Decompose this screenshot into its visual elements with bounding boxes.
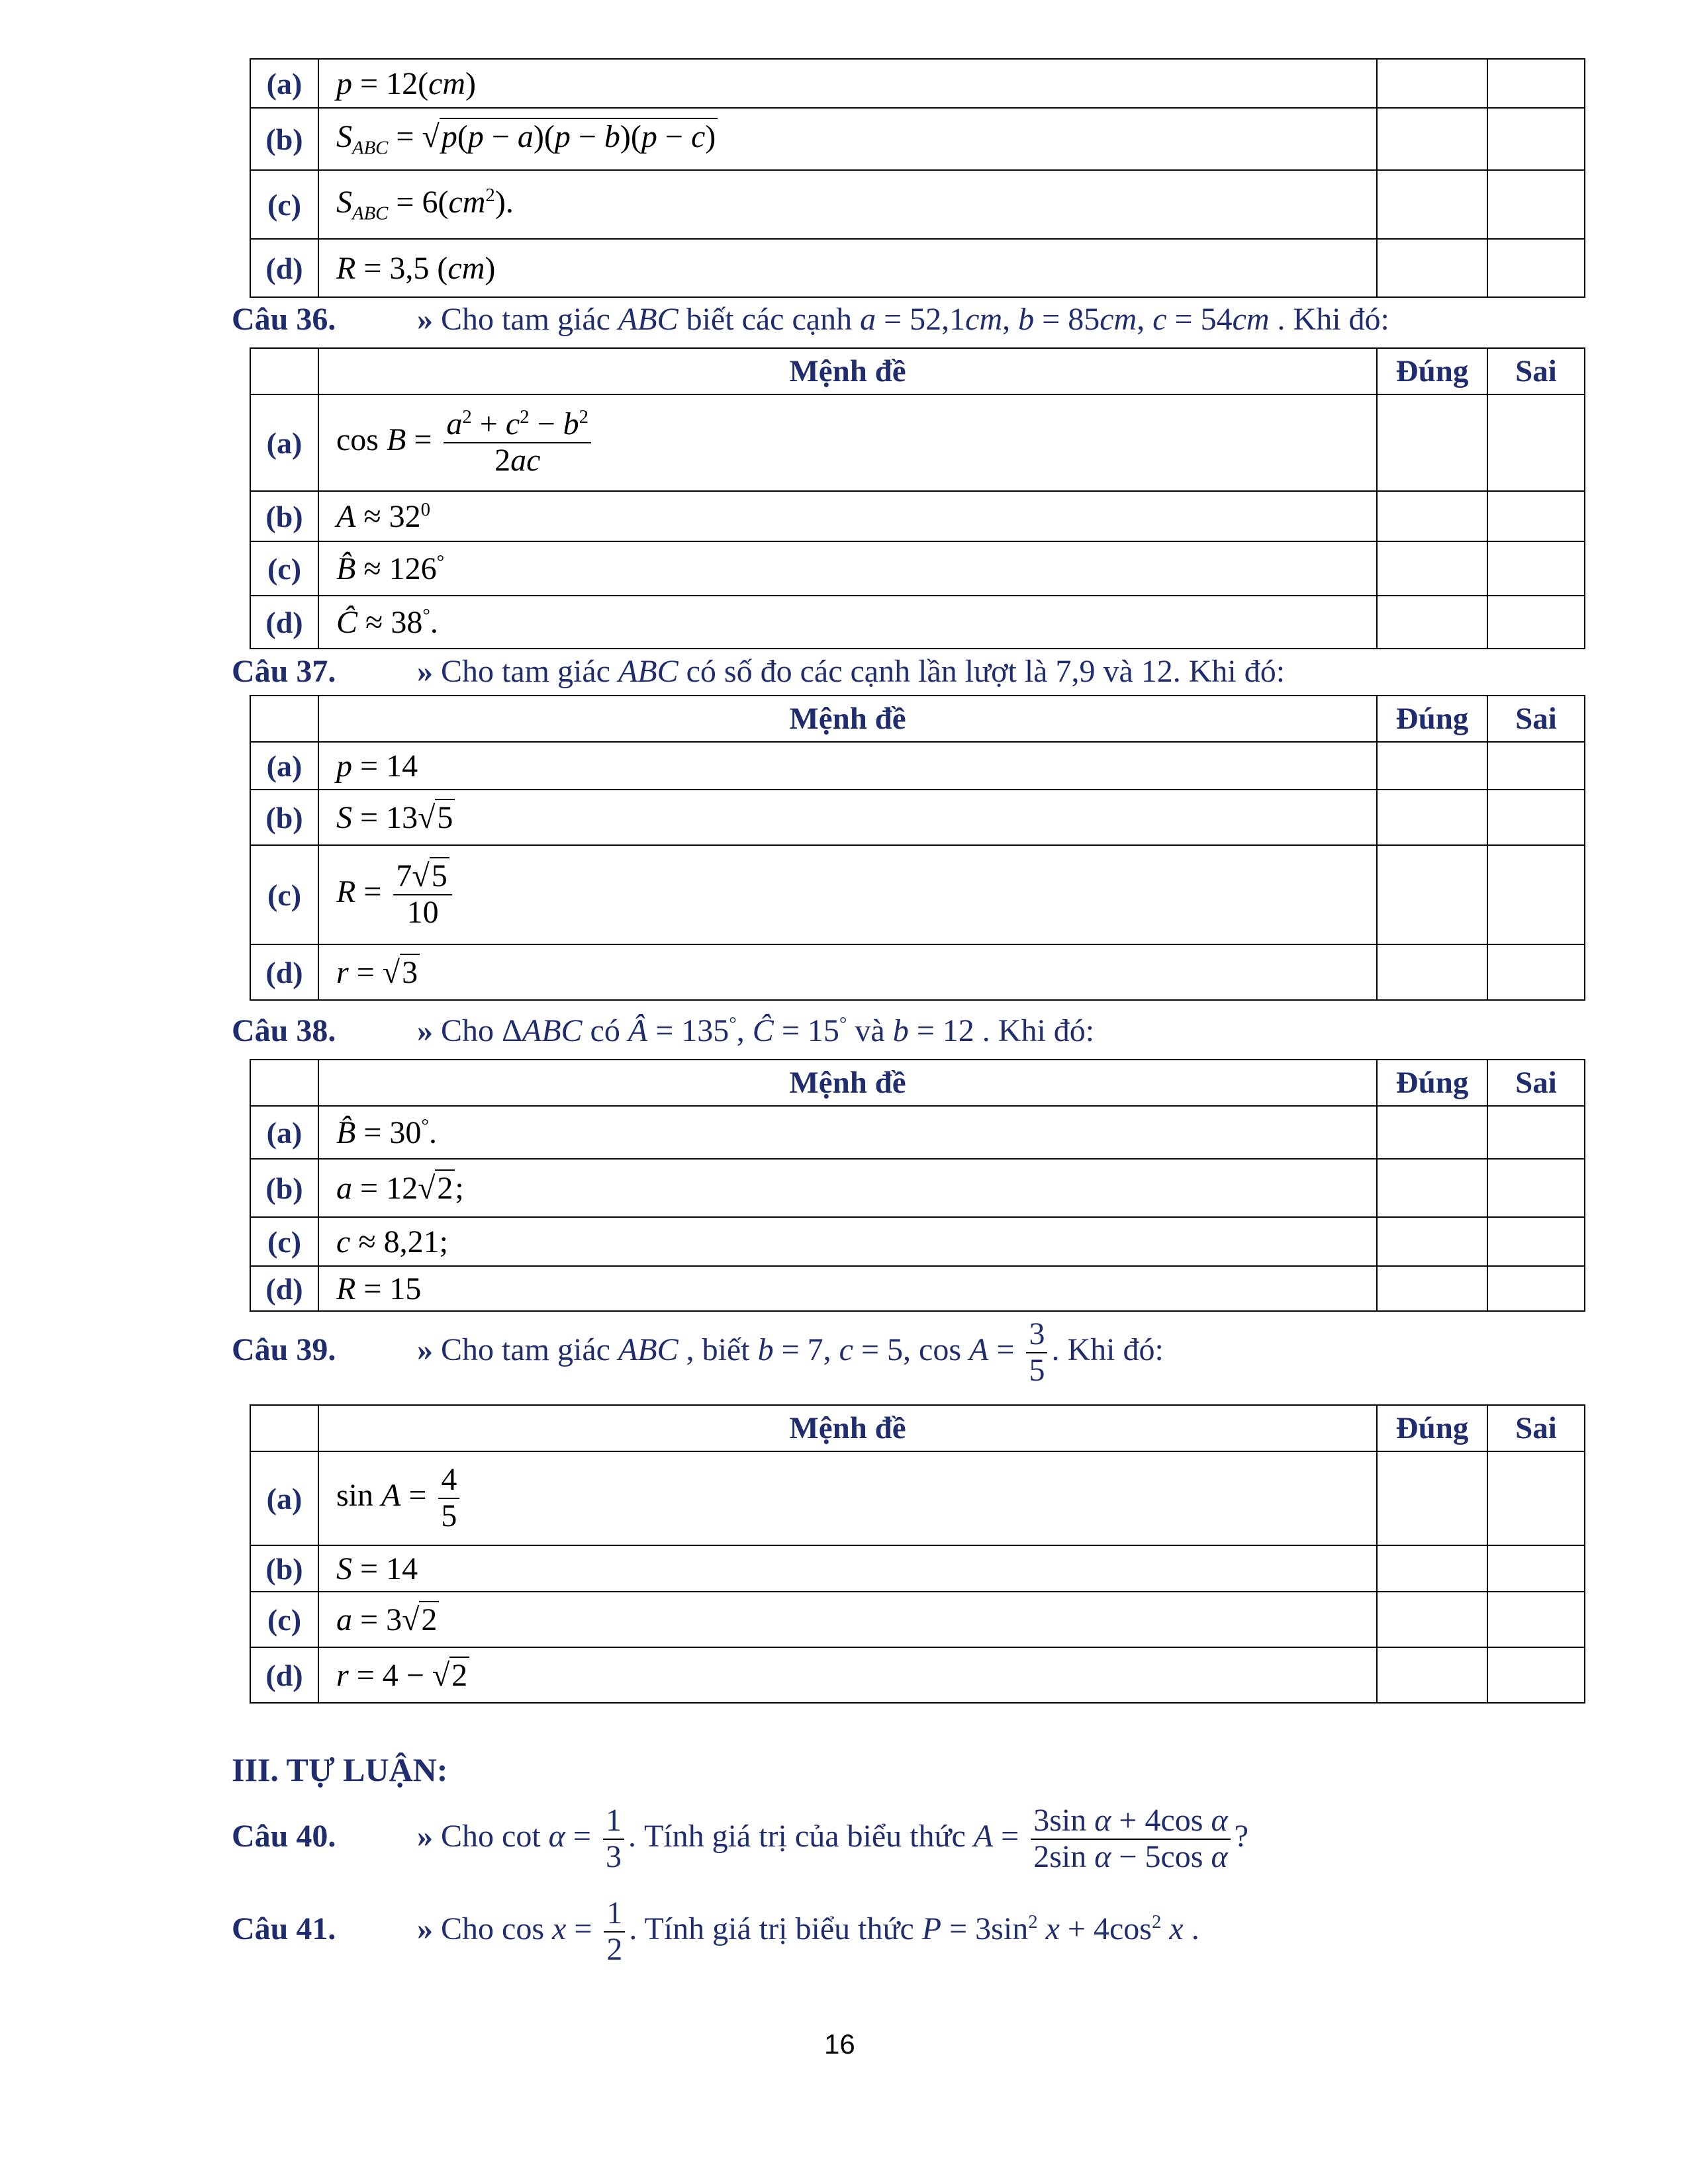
question-text: » Cho tam giác ABC biết các cạnh a = 52,1cm, b = 85cm, c = 54cm . Khi đó: bbox=[417, 302, 1389, 337]
question-label: Câu 41. bbox=[232, 1911, 336, 1946]
question-text: » Cho ΔABC có Â = 135°, Ĉ = 15° và b = 12 . Khi đó: bbox=[417, 1013, 1095, 1048]
row-label: (c) bbox=[250, 845, 318, 944]
table-header-row bbox=[250, 1405, 1585, 1451]
true-cell[interactable] bbox=[1377, 394, 1487, 491]
table-row bbox=[250, 596, 1585, 649]
row-label: (d) bbox=[250, 944, 318, 1000]
question-label: Câu 36. bbox=[232, 302, 336, 337]
row-statement: sin A = $\frac{4}{5}$ bbox=[318, 1451, 1377, 1545]
question-39 bbox=[232, 1317, 1164, 1388]
row-label: (a) bbox=[250, 1451, 318, 1545]
header-statement: Mệnh đề bbox=[318, 1405, 1377, 1451]
table-row bbox=[250, 170, 1585, 239]
table-row bbox=[250, 1159, 1585, 1217]
row-statement: a = 12√2; bbox=[318, 1159, 1377, 1217]
row-statement: B̂ ≈ 126° bbox=[318, 541, 1377, 596]
table-row bbox=[250, 944, 1585, 1000]
table-row bbox=[250, 1451, 1585, 1545]
header-statement: Mệnh đề bbox=[318, 696, 1377, 742]
true-cell[interactable] bbox=[1377, 1647, 1487, 1703]
row-label: (a) bbox=[250, 742, 318, 790]
page-number: 16 bbox=[824, 2028, 855, 2060]
row-label: (d) bbox=[250, 239, 318, 297]
true-cell[interactable] bbox=[1377, 1266, 1487, 1311]
false-cell[interactable] bbox=[1487, 108, 1585, 170]
table-header-row bbox=[250, 696, 1585, 742]
table-header-row bbox=[250, 348, 1585, 394]
row-label: (c) bbox=[250, 1217, 318, 1266]
table-row bbox=[250, 1266, 1585, 1311]
false-cell[interactable] bbox=[1487, 1159, 1585, 1217]
row-statement: r = 4 − √2 bbox=[318, 1647, 1377, 1703]
header-statement: Mệnh đề bbox=[318, 1060, 1377, 1106]
table-row bbox=[250, 108, 1585, 170]
true-cell[interactable] bbox=[1377, 1106, 1487, 1159]
table-row bbox=[250, 394, 1585, 491]
row-statement: S = 13√5 bbox=[318, 790, 1377, 845]
row-statement: B̂ = 30°. bbox=[318, 1106, 1377, 1159]
header-true: Đúng bbox=[1377, 1405, 1487, 1451]
false-cell[interactable] bbox=[1487, 596, 1585, 649]
question-label: Câu 38. bbox=[232, 1013, 336, 1048]
false-cell[interactable] bbox=[1487, 1217, 1585, 1266]
row-statement: c ≈ 8,21; bbox=[318, 1217, 1377, 1266]
q38-table bbox=[250, 1059, 1585, 1312]
false-cell[interactable] bbox=[1487, 1106, 1585, 1159]
false-cell[interactable] bbox=[1487, 239, 1585, 297]
row-statement: Ĉ ≈ 38°. bbox=[318, 596, 1377, 649]
row-label: (c) bbox=[250, 1592, 318, 1647]
table-header-row bbox=[250, 1060, 1585, 1106]
row-statement: R = $\frac{7√5}{10}$ bbox=[318, 845, 1377, 944]
row-statement: cos B = $\frac{a^2 + c^2 - b^2}{2ac}$ bbox=[318, 394, 1377, 491]
header-true: Đúng bbox=[1377, 696, 1487, 742]
question-label: Câu 40. bbox=[232, 1818, 336, 1854]
header-statement: Mệnh đề bbox=[318, 348, 1377, 394]
row-statement: a = 3√2 bbox=[318, 1592, 1377, 1647]
false-cell[interactable] bbox=[1487, 1451, 1585, 1545]
row-label: (a) bbox=[250, 1106, 318, 1159]
question-40 bbox=[232, 1803, 1248, 1875]
question-text: » Cho tam giác ABC có số đo các cạnh lần lượt là 7,9 và 12. Khi đó: bbox=[417, 654, 1286, 689]
table-row bbox=[250, 1647, 1585, 1703]
table-row bbox=[250, 1592, 1585, 1647]
q39-table bbox=[250, 1404, 1585, 1704]
row-label: (d) bbox=[250, 1266, 318, 1311]
row-label: (c) bbox=[250, 541, 318, 596]
question-text: » Cho cot α = $\frac{1}{3}$ . Tính giá trị của biểu thức A = $\frac{\text{3sin α + 4cos α}}{\text{2sin α − 5cos α}}$ ? bbox=[417, 1803, 1248, 1874]
true-cell[interactable] bbox=[1377, 1592, 1487, 1647]
false-cell[interactable] bbox=[1487, 59, 1585, 108]
table-row bbox=[250, 541, 1585, 596]
row-statement: $A \approx 32^0$ bbox=[318, 491, 1377, 541]
table-row bbox=[250, 1106, 1585, 1159]
table-row bbox=[250, 1217, 1585, 1266]
false-cell[interactable] bbox=[1487, 790, 1585, 845]
false-cell[interactable] bbox=[1487, 944, 1585, 1000]
row-statement: $S_{ABC} = 6(cm^2)$. bbox=[318, 170, 1377, 239]
false-cell[interactable] bbox=[1487, 1647, 1585, 1703]
header-false: Sai bbox=[1487, 1405, 1585, 1451]
false-cell[interactable] bbox=[1487, 170, 1585, 239]
section-title: III. TỰ LUẬN: bbox=[232, 1751, 448, 1788]
false-cell[interactable] bbox=[1487, 1266, 1585, 1311]
table-row bbox=[250, 239, 1585, 297]
header-false: Sai bbox=[1487, 696, 1585, 742]
question-36 bbox=[232, 301, 1389, 338]
true-cell[interactable] bbox=[1377, 1217, 1487, 1266]
row-label: (b) bbox=[250, 1545, 318, 1592]
header-false: Sai bbox=[1487, 1060, 1585, 1106]
row-statement: r = √3 bbox=[318, 944, 1377, 1000]
table-row bbox=[250, 59, 1585, 108]
true-cell[interactable] bbox=[1377, 1159, 1487, 1217]
false-cell[interactable] bbox=[1487, 491, 1585, 541]
true-cell[interactable] bbox=[1377, 742, 1487, 790]
question-label: Câu 39. bbox=[232, 1332, 336, 1367]
table-row bbox=[250, 790, 1585, 845]
row-statement: p = 12(cm) bbox=[318, 59, 1377, 108]
question-41 bbox=[232, 1896, 1199, 1968]
row-label: (a) bbox=[250, 59, 318, 108]
true-cell[interactable] bbox=[1377, 1451, 1487, 1545]
false-cell[interactable] bbox=[1487, 1545, 1585, 1592]
question-label: Câu 37. bbox=[232, 654, 336, 689]
row-label: (c) bbox=[250, 170, 318, 239]
q36-table bbox=[250, 347, 1585, 649]
false-cell[interactable] bbox=[1487, 541, 1585, 596]
question-text: » Cho cos x = $\frac{1}{2}$ . Tính giá trị biểu thức $P = 3\sin^2$ $x + 4\cos^2$ x . bbox=[417, 1895, 1199, 1967]
true-cell[interactable] bbox=[1377, 944, 1487, 1000]
true-cell[interactable] bbox=[1377, 170, 1487, 239]
true-cell[interactable] bbox=[1377, 790, 1487, 845]
header-false: Sai bbox=[1487, 348, 1585, 394]
header-true: Đúng bbox=[1377, 348, 1487, 394]
row-statement: S = 14 bbox=[318, 1545, 1377, 1592]
header-true: Đúng bbox=[1377, 1060, 1487, 1106]
row-label: (a) bbox=[250, 394, 318, 491]
false-cell[interactable] bbox=[1487, 845, 1585, 944]
row-statement: p = 14 bbox=[318, 742, 1377, 790]
row-label: (d) bbox=[250, 1647, 318, 1703]
true-cell[interactable] bbox=[1377, 541, 1487, 596]
row-label: (b) bbox=[250, 491, 318, 541]
q37-table bbox=[250, 695, 1585, 1001]
false-cell[interactable] bbox=[1487, 1592, 1585, 1647]
false-cell[interactable] bbox=[1487, 394, 1585, 491]
table-row bbox=[250, 491, 1585, 541]
true-cell[interactable] bbox=[1377, 239, 1487, 297]
true-cell[interactable] bbox=[1377, 108, 1487, 170]
row-statement: $S_{ABC} = √p(p - a)(p - b)(p - c)$ bbox=[318, 108, 1377, 170]
question-37 bbox=[232, 653, 1285, 690]
true-cell[interactable] bbox=[1377, 1545, 1487, 1592]
table-row bbox=[250, 845, 1585, 944]
question-38 bbox=[232, 1013, 1094, 1049]
row-label: (b) bbox=[250, 790, 318, 845]
table-row bbox=[250, 742, 1585, 790]
row-label: (d) bbox=[250, 596, 318, 649]
row-label: (b) bbox=[250, 108, 318, 170]
true-cell[interactable] bbox=[1377, 491, 1487, 541]
true-cell[interactable] bbox=[1377, 59, 1487, 108]
top-table bbox=[250, 58, 1585, 298]
row-statement: R = 15 bbox=[318, 1266, 1377, 1311]
row-statement: R = 3,5 (cm) bbox=[318, 239, 1377, 297]
true-cell[interactable] bbox=[1377, 845, 1487, 944]
table-row bbox=[250, 1545, 1585, 1592]
question-text: » Cho tam giác ABC , biết b = 7, c = 5, cos A = $\frac{3}{5}$ . Khi đó: bbox=[417, 1316, 1164, 1388]
row-label: (b) bbox=[250, 1159, 318, 1217]
true-cell[interactable] bbox=[1377, 596, 1487, 649]
false-cell[interactable] bbox=[1487, 742, 1585, 790]
